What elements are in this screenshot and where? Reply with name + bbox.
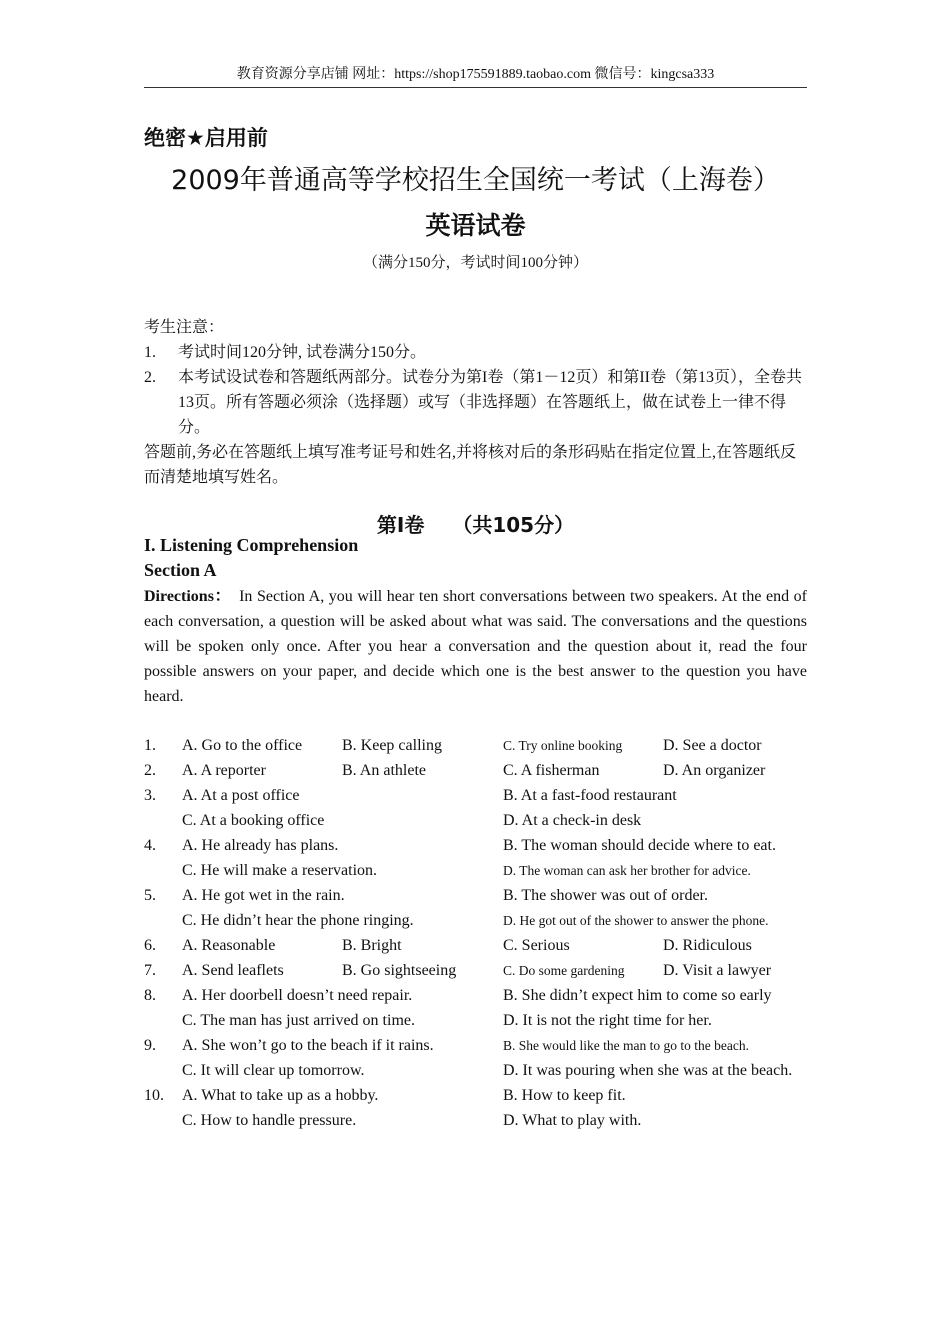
option-d: D. See a doctor bbox=[663, 737, 762, 754]
question-row bbox=[144, 983, 814, 1008]
question-row-continued bbox=[144, 1058, 814, 1083]
note-item bbox=[144, 365, 807, 440]
option-a: A. He already has plans. bbox=[182, 837, 339, 854]
note-text: 考试时间120分钟, 试卷满分150分。 bbox=[178, 344, 427, 361]
option-c: C. It will clear up tomorrow. bbox=[182, 1062, 365, 1079]
question-row-continued bbox=[144, 1008, 814, 1033]
option-d: D. It was pouring when she was at the beach. bbox=[503, 1062, 793, 1079]
score-line: （满分150分，考试时间100分钟） bbox=[362, 255, 588, 271]
option-b: B. She would like the man to go to the beach. bbox=[503, 1038, 749, 1053]
question-row bbox=[144, 783, 814, 808]
question-number: 6. bbox=[144, 937, 156, 954]
question-number: 2. bbox=[144, 762, 156, 779]
notes-heading: 考生注意： bbox=[144, 319, 225, 336]
question-row bbox=[144, 883, 814, 908]
option-a: A. Go to the office bbox=[182, 737, 303, 754]
section-subheading: Section A bbox=[144, 560, 217, 580]
directions-text: In Section A, you will hear ten short conversations between two speakers. At the end of each conversation, a question will be asked about what was said. The conversations and the questions will be spoken only once. After you hear a conversation and the question about it, read the four possible answers on your paper, and decide which one is the best answer to the question you have heard. bbox=[144, 588, 808, 705]
page-header: 教育资源分享店铺 网址：https://shop175591889.taobao.com 微信号：kingcsa333 bbox=[144, 66, 807, 88]
option-c: C. A fisherman bbox=[503, 762, 600, 779]
question-row bbox=[144, 833, 814, 858]
option-b: B. Go sightseeing bbox=[342, 962, 457, 979]
option-b: B. Bright bbox=[342, 937, 402, 954]
question-row-continued bbox=[144, 808, 814, 833]
option-b: B. At a fast-food restaurant bbox=[503, 787, 677, 804]
option-d: D. Visit a lawyer bbox=[663, 962, 772, 979]
question-number: 3. bbox=[144, 787, 156, 804]
option-c: C. How to handle pressure. bbox=[182, 1112, 357, 1129]
option-a: A. What to take up as a hobby. bbox=[182, 1087, 379, 1104]
secret-label: 绝密★启用前 bbox=[144, 126, 268, 150]
question-row-continued bbox=[144, 908, 814, 933]
option-c: C. Do some gardening bbox=[503, 963, 625, 978]
option-a: A. Reasonable bbox=[182, 937, 276, 954]
option-d: D. Ridiculous bbox=[663, 937, 752, 954]
question-number: 9. bbox=[144, 1037, 156, 1054]
question-row bbox=[144, 758, 814, 783]
candidate-notes bbox=[144, 315, 807, 490]
option-b: B. How to keep fit. bbox=[503, 1087, 626, 1104]
option-d: D. What to play with. bbox=[503, 1112, 642, 1129]
option-b: B. An athlete bbox=[342, 762, 426, 779]
exam-subtitle: 英语试卷 bbox=[425, 211, 526, 240]
question-number: 5. bbox=[144, 887, 156, 904]
part-title bbox=[144, 509, 807, 538]
option-b: B. Keep calling bbox=[342, 737, 442, 754]
option-a: A. Her doorbell doesn’t need repair. bbox=[182, 987, 413, 1004]
notes-footer: 答题前,务必在答题纸上填写准考证号和姓名,并将核对后的条形码贴在指定位置上,在答题纸反而清楚地填写姓名。 bbox=[144, 444, 797, 486]
question-row bbox=[144, 1033, 814, 1058]
question-row-continued bbox=[144, 1108, 814, 1133]
option-a: A. He got wet in the rain. bbox=[182, 887, 345, 904]
option-a: A. At a post office bbox=[182, 787, 300, 804]
directions-label: Directions： bbox=[144, 588, 232, 605]
option-a: A. She won’t go to the beach if it rains. bbox=[182, 1037, 434, 1054]
question-list bbox=[144, 733, 814, 1133]
question-number: 1. bbox=[144, 737, 156, 754]
note-text: 本考试设试卷和答题纸两部分。试卷分为第I卷（第1－12页）和第II卷（第13页），全卷共13页。所有答题必须涂（选择题）或写（非选择题）在答题纸上，做在试卷上一律不得分。 bbox=[178, 369, 802, 436]
option-b: B. She didn’t expect him to come so early bbox=[503, 987, 772, 1004]
note-number: 1. bbox=[144, 344, 156, 361]
option-d: D. The woman can ask her brother for advice. bbox=[503, 863, 751, 878]
question-number: 4. bbox=[144, 837, 156, 854]
option-c: C. The man has just arrived on time. bbox=[182, 1012, 415, 1029]
option-b: B. The shower was out of order. bbox=[503, 887, 708, 904]
question-row bbox=[144, 733, 814, 758]
option-c: C. At a booking office bbox=[182, 812, 325, 829]
option-c: C. Serious bbox=[503, 937, 570, 954]
option-d: D. An organizer bbox=[663, 762, 766, 779]
option-b: B. The woman should decide where to eat. bbox=[503, 837, 776, 854]
exam-title: 2009年普通高等学校招生全国统一考试（上海卷） bbox=[171, 165, 780, 196]
part-name: 第I卷 bbox=[376, 513, 425, 537]
question-row bbox=[144, 933, 814, 958]
option-c: C. Try online booking bbox=[503, 738, 623, 753]
directions bbox=[144, 584, 807, 709]
section-heading: I. Listening Comprehension bbox=[144, 535, 359, 555]
option-c: C. He will make a reservation. bbox=[182, 862, 378, 879]
question-row bbox=[144, 1083, 814, 1108]
question-number: 8. bbox=[144, 987, 156, 1004]
question-number: 7. bbox=[144, 962, 156, 979]
question-row bbox=[144, 958, 814, 983]
question-number: 10. bbox=[144, 1087, 164, 1104]
note-number: 2. bbox=[144, 369, 156, 386]
option-d: D. It is not the right time for her. bbox=[503, 1012, 712, 1029]
question-row-continued bbox=[144, 858, 814, 883]
option-a: A. Send leaflets bbox=[182, 962, 284, 979]
option-d: D. He got out of the shower to answer the phone. bbox=[503, 913, 769, 928]
option-d: D. At a check-in desk bbox=[503, 812, 642, 829]
note-item bbox=[144, 340, 807, 365]
option-a: A. A reporter bbox=[182, 762, 266, 779]
part-score: （共105分） bbox=[452, 513, 575, 537]
option-c: C. He didn’t hear the phone ringing. bbox=[182, 912, 414, 929]
